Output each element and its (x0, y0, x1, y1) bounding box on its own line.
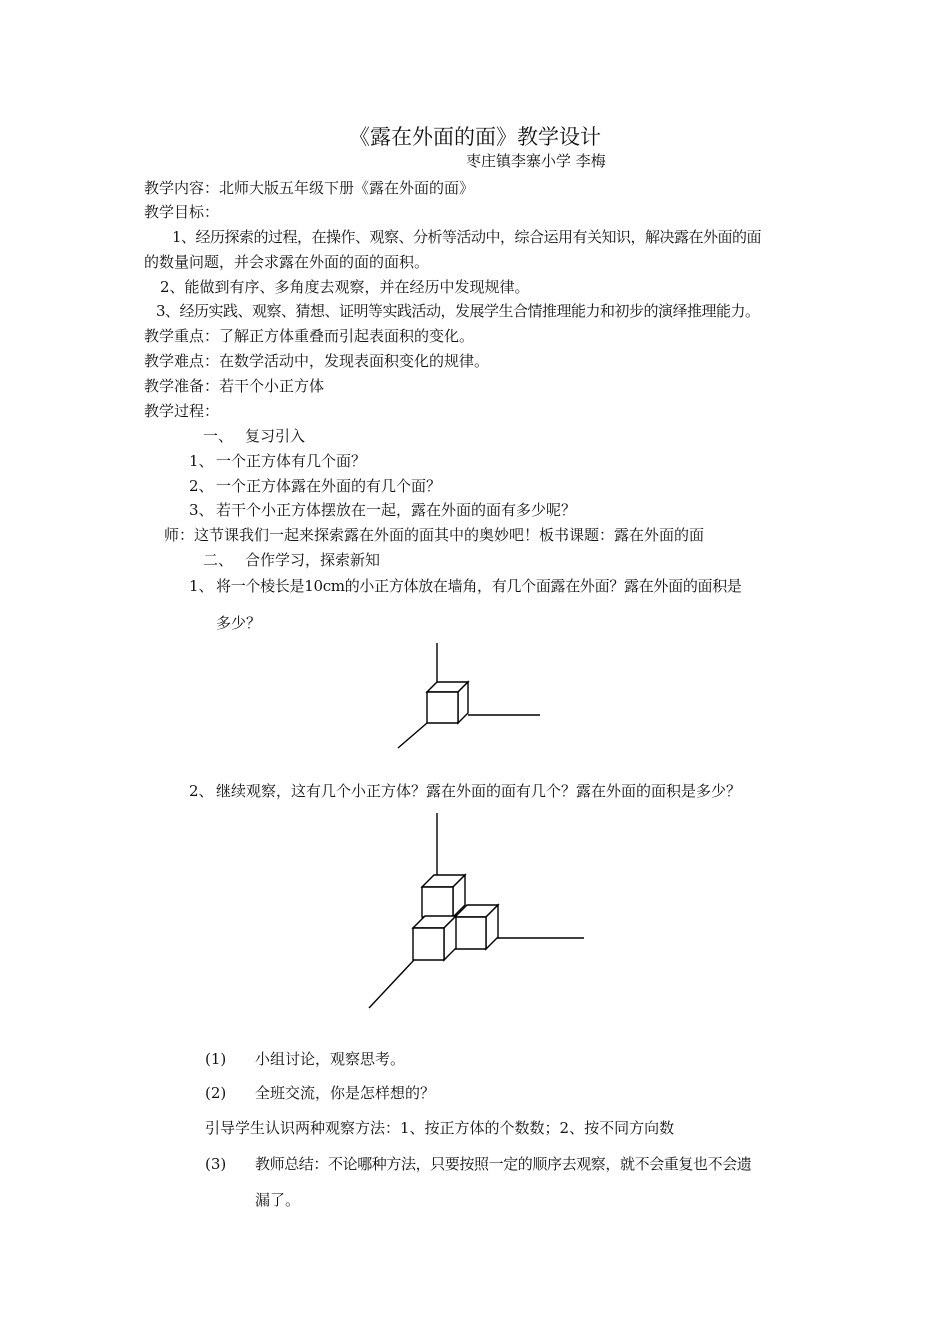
key-point: 教学重点：了解正方体重叠而引起表面积的变化。 (144, 327, 475, 345)
step-3-number: (3) (205, 1155, 227, 1173)
question-2: 一个正方体露在外面的有几个面？ (216, 477, 442, 495)
problem-1-number: 1、 (189, 577, 214, 595)
three-cubes-figure (362, 808, 592, 1013)
guide-line: 引导学生认识两种观察方法：1、按正方体的个数数；2、按不同方向数 (205, 1119, 675, 1137)
question-1: 一个正方体有几个面？ (216, 452, 367, 470)
preparation: 教学准备：若干个小正方体 (144, 377, 325, 395)
step-1: 小组讨论，观察思考。 (255, 1050, 406, 1068)
content-line: 教学内容：北师大版五年级下册《露在外面的面》 (144, 179, 475, 197)
difficulty: 教学难点：在数学活动中，发现表面积变化的规律。 (144, 352, 490, 370)
step-3-line-b: 漏了。 (255, 1191, 301, 1209)
step-1-number: (1) (205, 1050, 227, 1068)
goals-heading: 教学目标： (144, 203, 220, 221)
author-line: 枣庄镇李寨小学 李梅 (466, 152, 606, 170)
goal-1b: 的数量问题，并会求露在外面的面的面积。 (144, 253, 430, 271)
teacher-line: 师：这节课我们一起来探索露在外面的面其中的奥妙吧！板书课题：露在外面的面 (164, 526, 705, 544)
problem-2-number: 2、 (189, 782, 214, 800)
single-cube-figure (390, 638, 590, 768)
question-2-number: 2、 (189, 477, 214, 495)
step-3-line-a: 教师总结：不论哪种方法，只要按照一定的顺序去观察，就不会重复也不会遗 (255, 1155, 752, 1173)
section-1-title: 复习引入 (245, 427, 306, 445)
problem-2: 继续观察，这有几个小正方体？露在外面的面有几个？露在外面的面积是多少？ (216, 782, 742, 800)
step-2-number: (2) (205, 1084, 227, 1102)
process-heading: 教学过程： (144, 402, 220, 420)
problem-1-line-b: 多少？ (216, 614, 262, 632)
section-2-title: 合作学习，探索新知 (245, 551, 381, 569)
section-1-number: 一、 (203, 427, 234, 445)
question-1-number: 1、 (189, 452, 214, 470)
step-2: 全班交流，你是怎样想的？ (255, 1084, 436, 1102)
section-2-number: 二、 (203, 551, 234, 569)
doc-title: 《露在外面的面》教学设计 (349, 125, 601, 149)
goal-3: 3、经历实践、观察、猜想、证明等实践活动，发展学生合情推理能力和初步的演绎推理能力。 (156, 302, 760, 320)
problem-1-line-a: 将一个棱长是10cm的小正方体放在墙角，有几个面露在外面？露在外面的面积是 (216, 577, 742, 595)
question-3: 若干个小正方体摆放在一起，露在外面的面有多少呢？ (216, 501, 577, 519)
question-3-number: 3、 (189, 501, 214, 519)
goal-1a: 1、经历探索的过程，在操作、观察、分析等活动中，综合运用有关知识，解决露在外面的面 (172, 228, 762, 246)
goal-2: 2、能做到有序、多角度去观察，并在经历中发现规律。 (160, 278, 530, 296)
